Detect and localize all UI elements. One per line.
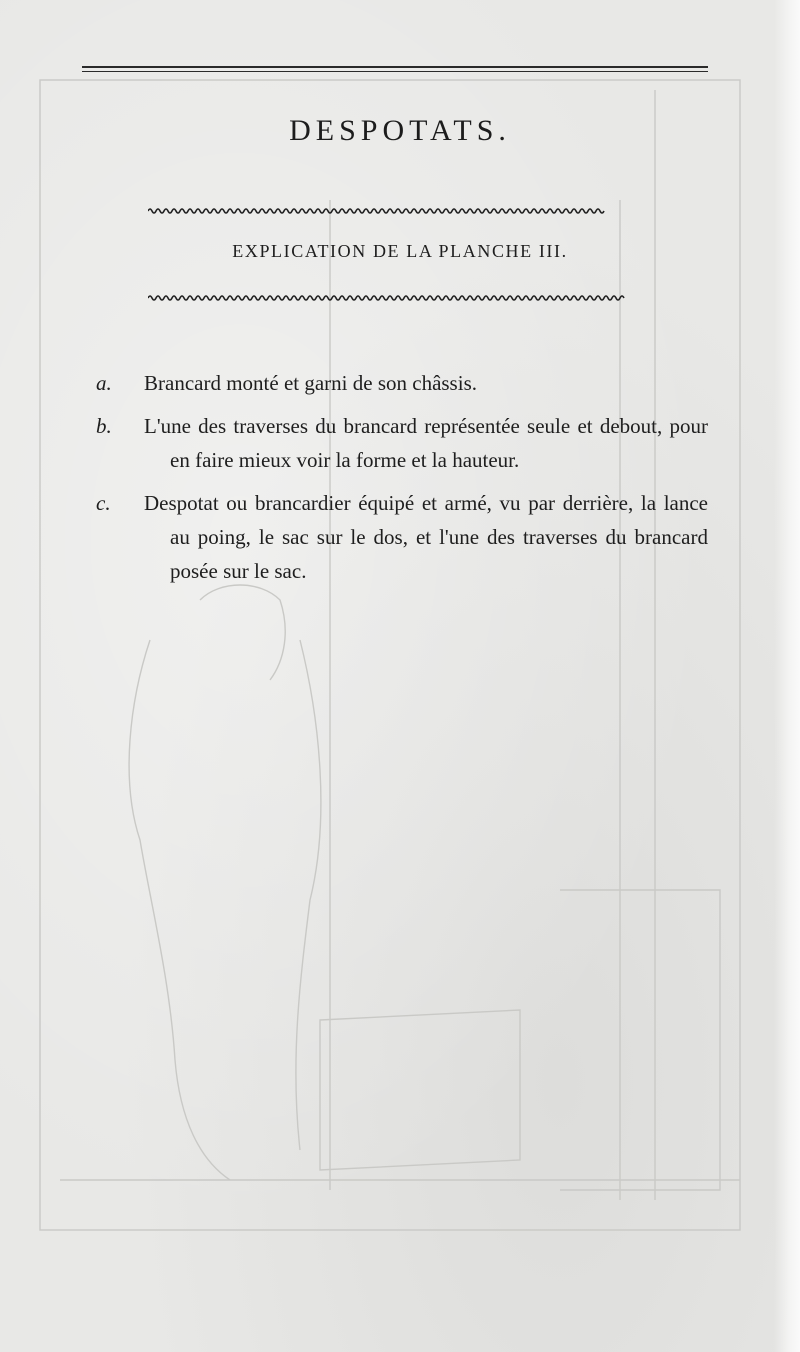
- ornament-rule-top: [148, 206, 632, 216]
- legend-entry-b: [96, 409, 708, 477]
- header-rule-bottom: [82, 71, 708, 72]
- legend-entry-a: [96, 366, 708, 400]
- page-edge: [774, 0, 800, 1352]
- legend-entry-c: [96, 486, 708, 588]
- entry-text: Despotat ou brancardier équipé et armé, vu par derrière, la lance au poing, le sac sur le dos, et l'une des traverses du brancard posée sur le sac.: [144, 491, 708, 583]
- header-rule-top: [82, 66, 708, 68]
- entry-text: Brancard monté et garni de son châssis.: [144, 371, 477, 395]
- entry-letter: a.: [96, 371, 112, 395]
- entry-letter: c.: [96, 491, 111, 515]
- plate-explanation-heading: EXPLICATION DE LA PLANCHE III.: [232, 241, 568, 261]
- entry-text: L'une des traverses du brancard représentée seule et debout, pour en faire mieux voir la forme et la hauteur.: [144, 414, 708, 472]
- legend-entries: [96, 366, 708, 597]
- ornament-rule-bottom: [148, 293, 632, 303]
- page-title: DESPOTATS.: [289, 114, 511, 147]
- entry-letter: b.: [96, 414, 112, 438]
